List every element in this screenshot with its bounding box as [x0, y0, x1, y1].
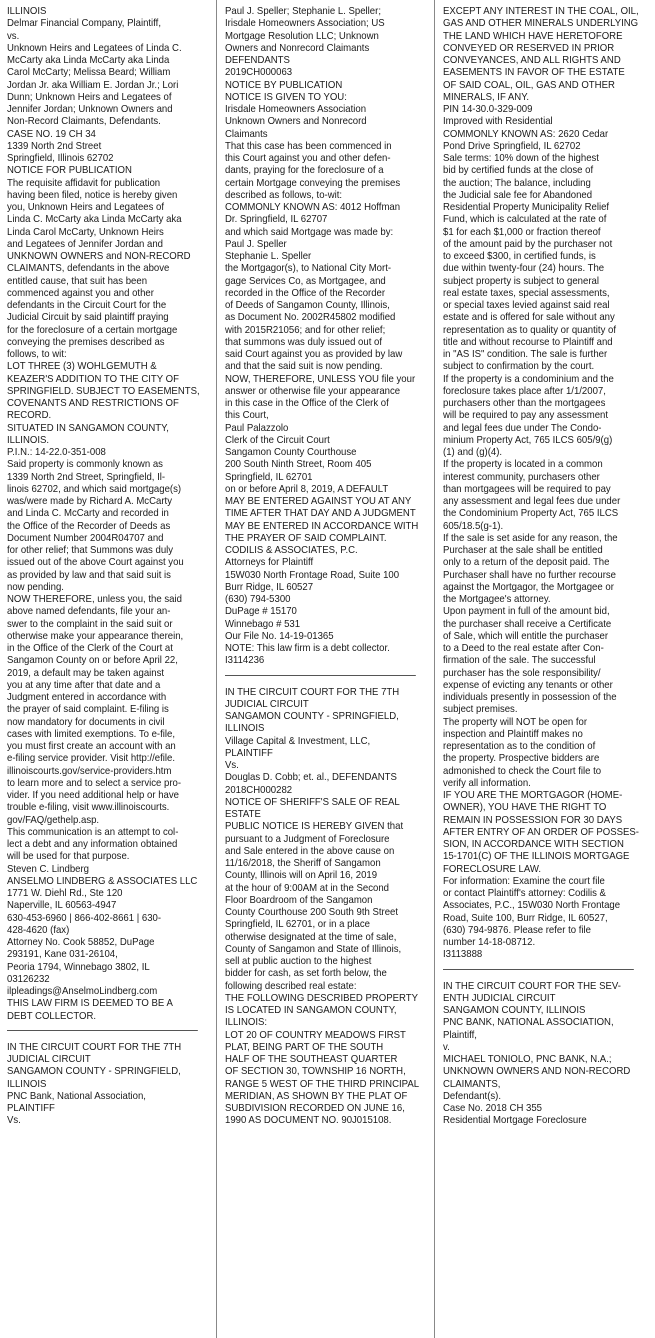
- column-divider: [216, 0, 217, 1338]
- notice-line: the Mortgagee's attorney.: [443, 594, 551, 605]
- notice-line: Dunn; Unknown Heirs and Legatees of: [7, 91, 172, 103]
- notice-line: real estate taxes, special assessments,: [443, 287, 610, 299]
- notice-line: ILLINOIS: [7, 6, 47, 17]
- notice-line: Mortgage Resolution LLC; Unknown: [225, 30, 379, 42]
- notice-line: 11/16/2018, the Sheriff of Sangamon: [225, 858, 381, 869]
- notice-line: NOTICE OF SHERIFF'S SALE OF REAL: [225, 796, 400, 808]
- notice-line: Document Number 2004R04707 and: [7, 532, 164, 544]
- notice-line: ESTATE: [225, 809, 261, 820]
- notice-line: OF SECTION 30, TOWNSHIP 16 NORTH,: [225, 1066, 406, 1078]
- notice-line: IN THE CIRCUIT COURT FOR THE SEV-: [443, 980, 621, 992]
- column-3: [443, 6, 639, 1128]
- notice-line: Road, Suite 100, Burr Ridge, IL 60527,: [443, 912, 608, 924]
- notice-line: Improved with Residential: [443, 116, 553, 128]
- notice-line: Upon payment in full of the amount bid,: [443, 606, 610, 618]
- notice-line: UNKNOWN OWNERS AND NON-RECORD: [443, 1066, 631, 1078]
- notice-line: The requisite affidavit for publication: [7, 177, 161, 189]
- notice-line: any assessment and legal fees due under: [443, 496, 621, 507]
- notice-line: and Sale entered in the above cause on: [225, 845, 395, 857]
- notice-line: said Court against you as provided by law: [225, 349, 403, 360]
- notice-line: NOW THEREFORE, unless you, the said: [7, 594, 182, 605]
- notice-line: CODILIS & ASSOCIATES, P.C.: [225, 545, 358, 556]
- notice-line: TIME AFTER THAT DAY AND A JUDGMENT: [225, 508, 416, 520]
- notice-line: Peoria 1794, Winnebago 3802, IL: [7, 961, 150, 973]
- notice-separator: [225, 675, 416, 676]
- notice-line: you must first create an account with an: [7, 741, 176, 752]
- notice-line: interest community, purchasers other: [443, 471, 600, 483]
- notice-line: Irisdale Homeowners Association; US: [225, 18, 385, 30]
- notice-line: Paul Palazzolo: [225, 422, 289, 434]
- notice-line: due within twenty-four (24) hours. The: [443, 263, 605, 275]
- notice-line: and which said Mortgage was made by:: [225, 226, 394, 238]
- notice-line: NOTICE IS GIVEN TO YOU:: [225, 91, 347, 103]
- notice-line: (630) 794-9876. Please refer to file: [443, 924, 591, 936]
- notice-line: Non-Record Claimants, Defendants.: [7, 116, 161, 128]
- notice-line: that summons was duly issued out of: [225, 336, 383, 348]
- notice-line: defendants in the Circuit Court for the: [7, 300, 167, 311]
- notice-line: FORECLOSURE LAW.: [443, 863, 542, 875]
- notice-line: Dr. Springfield, IL 62707: [225, 214, 328, 226]
- notice-line: illinoiscourts.gov/service-providers.htm: [7, 765, 172, 777]
- notice-line: you, Unknown Heirs and Legatees of: [7, 202, 165, 213]
- notice-line: PNC Bank, National Association,: [7, 1090, 146, 1102]
- notice-line: COMMONLY KNOWN AS: 4012 Hoffman: [225, 202, 401, 213]
- notice-line: (1) and (g)(4).: [443, 447, 503, 458]
- notice-line: Case No. 2018 CH 355: [443, 1103, 543, 1114]
- notice-line: DuPage # 15170: [225, 606, 297, 618]
- notice-line: JUDICIAL CIRCUIT: [225, 698, 309, 710]
- notice-line: and Legatees of Jennifer Jordan and: [7, 238, 164, 250]
- notice-line: $1 for each $1,000 or fraction thereof: [443, 226, 601, 238]
- notice-line: Floor Boardroom of the Sangamon: [225, 894, 373, 906]
- notice-line: IN THE CIRCUIT COURT FOR THE 7TH: [225, 686, 400, 698]
- notice-line: EASEMENTS IN FAVOR OF THE ESTATE: [443, 67, 625, 79]
- notice-line: 630-453-6960 | 866-402-8661 | 630-: [7, 912, 162, 924]
- notice-line: with 2015R21056; and for other relief;: [225, 324, 386, 336]
- notice-line: or contact Plaintiff's attorney: Codilis &: [443, 888, 606, 899]
- notice-line: ILLINOIS:: [225, 1017, 268, 1029]
- notice-line: CONVEYED OR RESERVED IN PRIOR: [443, 42, 615, 54]
- notice-line: Residential Mortgage Foreclosure: [443, 1115, 587, 1127]
- notice-line: SUBDIVISION RECORDED ON JUNE 16,: [225, 1103, 405, 1114]
- notice-line: verify all information.: [443, 777, 531, 789]
- notice-line: Jennifer Jordan; Unknown Owners and: [7, 104, 173, 115]
- notice-line: DEFENDANTS: [225, 55, 290, 66]
- notice-line: Vs.: [7, 1115, 21, 1127]
- notice-line: Village Capital & Investment, LLC,: [225, 735, 371, 747]
- notice-line: Unknown Owners and Nonrecord: [225, 116, 367, 128]
- notice-line: cases with limited exemptions. To e-file,: [7, 728, 176, 740]
- notice-line: Linda Carol McCarty, Unknown Heirs: [7, 226, 164, 238]
- notice-line: 2019, a default may be taken against: [7, 667, 165, 679]
- notice-line: Sangamon County on or before April 22,: [7, 655, 178, 667]
- notice-line: Purchaser at the sale shall be entitled: [443, 545, 603, 556]
- notice-line: v.: [443, 1041, 450, 1053]
- notice-line: 1339 North 2nd Street: [7, 140, 102, 152]
- notice-line: GAS AND OTHER MINERALS UNDERLYING: [443, 18, 639, 30]
- notice-line: Carol McCarty; Melissa Beard; William: [7, 67, 171, 79]
- notice-line: pursuant to a Judgment of Foreclosure: [225, 833, 390, 845]
- notice-line: IN THE CIRCUIT COURT FOR THE 7TH: [7, 1041, 182, 1053]
- legal-notice: [443, 981, 634, 1128]
- notice-line: linois 62702, and which said mortgage(s): [7, 483, 182, 495]
- notice-line: (630) 794-5300: [225, 594, 291, 605]
- notice-line: lect a debt and any information obtained: [7, 839, 178, 850]
- notice-line: and legal fees due under The Condo-: [443, 422, 602, 434]
- legal-notice: [443, 6, 639, 962]
- notice-line: to learn more and to select a service pro-: [7, 777, 182, 789]
- notice-line: If the sale is set aside for any reason, the: [443, 532, 618, 544]
- notice-line: I3114236: [225, 655, 265, 667]
- notice-line: and that the said suit is now pending.: [225, 361, 383, 373]
- notice-line: LOT THREE (3) WOHLGEMUTH &: [7, 361, 157, 373]
- notice-line: If the property is located in a common: [443, 459, 603, 471]
- notice-line: THE PRAYER OF SAID COMPLAINT.: [225, 532, 387, 544]
- notice-line: issued out of the above Court against you: [7, 557, 184, 569]
- notice-line: THIS LAW FIRM IS DEEMED TO BE A: [7, 998, 173, 1010]
- notice-line: That this case has been commenced in: [225, 140, 392, 152]
- notice-line: above named defendants, file your an-: [7, 606, 171, 618]
- notice-line: title and without recourse to Plaintiff and: [443, 336, 613, 348]
- notice-line: CLAIMANTS, defendants in the above: [7, 263, 170, 275]
- notice-line: Linda C. McCarty aka Linda McCarty aka: [7, 214, 182, 226]
- notice-line: certain Mortgage conveying the premises: [225, 177, 401, 189]
- notice-line: MINERALS, IF ANY.: [443, 91, 530, 103]
- column-1: [7, 6, 198, 1128]
- notice-line: in the Office of the Clerk of the Court at: [7, 643, 173, 654]
- notice-line: RANGE 5 WEST OF THE THIRD PRINCIPAL: [225, 1078, 420, 1090]
- notice-line: e-filing service provider. Visit http://efile.: [7, 753, 176, 765]
- notice-line: For information: Examine the court file: [443, 875, 605, 887]
- notice-line: answer or otherwise file your appearance: [225, 385, 401, 397]
- notice-line: This communication is an attempt to col-: [7, 826, 179, 838]
- notice-line: Residential Property Municipality Relief: [443, 202, 610, 213]
- notice-line: Our File No. 14-19-01365: [225, 630, 334, 642]
- notice-line: 2018CH000282: [225, 784, 293, 796]
- notice-separator: [7, 1030, 198, 1031]
- notice-line: than mortgagees will be required to pay: [443, 483, 611, 495]
- notice-line: THE FOLLOWING DESCRIBED PROPERTY: [225, 992, 418, 1004]
- notice-line: Unknown Heirs and Legatees of Linda C.: [7, 42, 182, 54]
- notice-line: sell at public auction to the highest: [225, 956, 372, 967]
- notice-line: inspection and Plaintiff makes no: [443, 728, 583, 740]
- column-divider: [434, 0, 435, 1338]
- notice-line: UNKNOWN OWNERS and NON-RECORD: [7, 251, 191, 262]
- notice-line: and Linda C. McCarty and recorded in: [7, 508, 169, 520]
- notice-line: Defendant(s).: [443, 1090, 502, 1102]
- notice-line: Attorneys for Plaintiff: [225, 557, 314, 569]
- notice-line: Owners and Nonrecord Claimants: [225, 42, 370, 54]
- notice-line: CLAIMANTS,: [443, 1078, 501, 1090]
- notice-line: follows, to wit:: [7, 349, 67, 360]
- notice-line: for the foreclosure of a certain mortgage: [7, 324, 178, 336]
- notice-line: Attorney No. Cook 58852, DuPage: [7, 937, 155, 948]
- notice-line: I3113888: [443, 949, 483, 961]
- notice-line: 15-1701(C) OF THE ILLINOIS MORTGAGE: [443, 851, 630, 863]
- notice-line: PUBLIC NOTICE IS HEREBY GIVEN that: [225, 821, 404, 833]
- legal-notice: [7, 6, 198, 1023]
- notice-line: having been filed, notice is hereby given: [7, 189, 178, 201]
- notice-line: admonished to check the Court file to: [443, 765, 602, 777]
- notice-line: gov/FAQ/gethelp.asp.: [7, 814, 100, 826]
- notice-line: recorded in the Office of the Recorder: [225, 287, 386, 299]
- notice-line: Sangamon County Courthouse: [225, 447, 357, 458]
- notice-line: expense of evicting any tenants or other: [443, 679, 613, 691]
- notice-line: 605/18.5(g-1).: [443, 520, 504, 532]
- notice-line: Delmar Financial Company, Plaintiff,: [7, 18, 161, 30]
- notice-line: P.I.N.: 14-22.0-351-008: [7, 447, 106, 458]
- notice-line: individuals presently in possession of the: [443, 692, 617, 703]
- notice-line: IS LOCATED IN SANGAMON COUNTY,: [225, 1005, 397, 1016]
- notice-line: 200 South Ninth Street, Room 405: [225, 459, 372, 471]
- notice-line: ILLINOIS: [7, 1078, 47, 1090]
- notice-line: Douglas D. Cobb; et. al., DEFENDANTS: [225, 772, 397, 784]
- notice-line: SPRINGFIELD. SUBJECT TO EASEMENTS,: [7, 385, 200, 397]
- notice-line: SANGAMON COUNTY, ILLINOIS: [443, 1005, 586, 1016]
- column-2: [225, 6, 420, 1128]
- notice-line: Burr Ridge, IL 60527: [225, 581, 314, 593]
- notice-line: Claimants: [225, 128, 268, 140]
- notice-line: PIN 14-30.0-329-009: [443, 104, 533, 115]
- notice-line: purchaser has the sole responsibility/: [443, 667, 601, 679]
- notice-line: Associates, P.C., 15W030 North Frontage: [443, 900, 621, 912]
- notice-line: Fund, which is calculated at the rate of: [443, 214, 607, 226]
- notice-line: Said property is commonly known as: [7, 459, 163, 471]
- notice-line: subject premises.: [443, 704, 518, 716]
- notice-line: PNC BANK, NATIONAL ASSOCIATION,: [443, 1017, 614, 1029]
- notice-line: ILLINOIS: [225, 723, 265, 735]
- notice-line: this Court against you and other defen-: [225, 153, 391, 164]
- notice-line: IF YOU ARE THE MORTGAGOR (HOME-: [443, 790, 623, 801]
- notice-line: the Condominium Property Act, 765 ILCS: [443, 508, 619, 520]
- notice-line: for other relief; that Summons was duly: [7, 545, 174, 556]
- notice-line: subject property is subject to general: [443, 275, 599, 287]
- notice-line: McCarty aka Linda McCarty aka Linda: [7, 55, 170, 66]
- notice-line: ilpleadings@AnselmoLindberg.com: [7, 986, 158, 997]
- notice-line: KEAZER'S ADDITION TO THE CITY OF: [7, 373, 179, 385]
- notice-line: otherwise designated at the time of sale,: [225, 931, 397, 943]
- notice-line: MERIDIAN, AS SHOWN BY THE PLAT OF: [225, 1090, 408, 1102]
- notice-line: Winnebago # 531: [225, 618, 301, 630]
- notice-line: subject to confirmation by the court.: [443, 361, 595, 373]
- legal-notice: [7, 1042, 198, 1128]
- notice-line: bidder for cash, as set forth below, the: [225, 968, 387, 980]
- notice-line: the Mortgagor(s), to National City Mort-: [225, 263, 392, 275]
- notice-line: CASE NO. 19 CH 34: [7, 128, 96, 140]
- notice-line: Stephanie L. Speller: [225, 251, 312, 262]
- notice-line: 1339 North 2nd Street, Springfield, Il-: [7, 471, 166, 483]
- notice-line: ILLINOIS.: [7, 434, 50, 446]
- notice-line: County Courthouse 200 South 9th Street: [225, 907, 399, 918]
- notice-line: the property. Prospective bidders are: [443, 753, 600, 765]
- notice-line: number 14-18-08712.: [443, 937, 536, 948]
- notice-line: County of Sangamon and State of Illinois,: [225, 943, 402, 955]
- notice-line: AFTER ENTRY OF AN ORDER OF POSSES-: [443, 826, 639, 838]
- notice-line: Springfield, IL 62701, or in a place: [225, 919, 370, 931]
- notice-line: 428-4620 (fax): [7, 924, 70, 936]
- notice-line: ANSELMO LINDBERG & ASSOCIATES LLC: [7, 875, 198, 887]
- notice-line: JUDICIAL CIRCUIT: [7, 1054, 91, 1065]
- notice-line: OF SAID COAL, OIL, GAS AND OTHER: [443, 79, 615, 91]
- notice-line: COVENANTS AND RESTRICTIONS OF: [7, 398, 179, 409]
- notice-line: representation as to quality or quantity of: [443, 324, 617, 336]
- notice-line: was/were made by Richard A. McCarty: [7, 496, 172, 507]
- notice-line: ENTH JUDICIAL CIRCUIT: [443, 992, 556, 1004]
- notice-line: vs.: [7, 30, 20, 42]
- notice-line: PLAT, BEING PART OF THE SOUTH: [225, 1041, 384, 1053]
- notice-line: REMAIN IN POSSESSION FOR 30 DAYS: [443, 814, 623, 826]
- notice-line: PLAINTIFF: [7, 1103, 55, 1114]
- notice-line: If the property is a condominium and the: [443, 373, 614, 385]
- notice-line: MAY BE ENTERED AGAINST YOU AT ANY: [225, 496, 412, 507]
- notice-line: this Court,: [225, 410, 269, 422]
- notice-line: commenced against you and other: [7, 287, 154, 299]
- notice-line: bid by certified funds at the close of: [443, 165, 594, 177]
- notice-line: CONVEYANCES, AND ALL RIGHTS AND: [443, 55, 621, 66]
- notice-line: THE LAND WHICH HAVE HERETOFORE: [443, 30, 623, 42]
- notice-line: to exceed $300, in certified funds, is: [443, 251, 596, 262]
- notice-line: of Sale, which will entitle the purchaser: [443, 630, 609, 642]
- notice-line: entitled cause, that suit has been: [7, 275, 148, 287]
- notice-line: 2019CH000063: [225, 67, 293, 79]
- notice-line: LOT 20 OF COUNTRY MEADOWS FIRST: [225, 1029, 406, 1041]
- notice-line: will be required to pay any assessment: [443, 410, 609, 422]
- notice-line: Jordan Jr. aka William E. Jordan Jr.; Lori: [7, 79, 179, 91]
- notice-line: will be used for that purpose.: [7, 851, 130, 863]
- notice-line: Sale terms: 10% down of the highest: [443, 153, 599, 164]
- notice-line: Judgment entered in accordance with: [7, 692, 167, 703]
- notice-line: as provided by law and that said suit is: [7, 569, 171, 581]
- notice-line: foreclosure takes place after 1/1/2007,: [443, 385, 606, 397]
- notice-line: Naperville, IL 60563-4947: [7, 900, 117, 912]
- notice-separator: [443, 969, 634, 970]
- notice-line: of the amount paid by the purchaser not: [443, 238, 613, 250]
- notice-line: trouble e-filing, visit www.illinoiscourts.: [7, 802, 170, 814]
- notice-line: or special taxes levied against said real: [443, 300, 610, 311]
- notice-line: minium Property Act, 765 ILCS 605/9(g): [443, 434, 613, 446]
- notice-line: to a Deed to the real estate after Con-: [443, 643, 604, 654]
- notice-line: PLAINTIFF: [225, 747, 273, 759]
- notice-line: the auction; The balance, including: [443, 177, 591, 189]
- legal-notice: [225, 686, 420, 1128]
- notice-line: conveying the premises described as: [7, 336, 165, 348]
- notice-line: OWNER), YOU HAVE THE RIGHT TO: [443, 802, 607, 814]
- notice-line: Pond Drive Springfield, IL 62702: [443, 140, 581, 152]
- notice-line: swer to the complaint in the said suit or: [7, 618, 173, 630]
- notice-line: on or before April 8, 2019, A DEFAULT: [225, 483, 389, 495]
- notice-line: in "AS IS" condition. The sale is further: [443, 349, 608, 360]
- notice-line: you at any time after that date and a: [7, 679, 161, 691]
- notice-line: Springfield, Illinois 62702: [7, 153, 114, 164]
- notice-line: EXCEPT ANY INTEREST IN THE COAL, OIL,: [443, 6, 639, 17]
- notice-line: SITUATED IN SANGAMON COUNTY,: [7, 422, 169, 434]
- notice-line: dants, praying for the foreclosure of a: [225, 165, 384, 177]
- notice-line: NOTE: This law firm is a debt collector.: [225, 643, 390, 654]
- notice-line: the Judicial sale fee for Abandoned: [443, 189, 593, 201]
- notice-line: NOTICE BY PUBLICATION: [225, 79, 343, 91]
- notice-line: of Deeds of Sangamon County, Illinois,: [225, 300, 390, 311]
- notice-line: Judicial Circuit by said plaintiff praying: [7, 312, 169, 324]
- notice-line: vider. If you need additional help or have: [7, 790, 179, 801]
- notice-line: the purchaser shall receive a Certificate: [443, 618, 612, 630]
- notice-line: estate and is offered for sale without any: [443, 312, 615, 324]
- notice-line: MAY BE ENTERED IN ACCORDANCE WITH: [225, 520, 419, 532]
- notice-line: NOW, THEREFORE, UNLESS YOU file your: [225, 373, 416, 385]
- notice-line: the Office of the Recorder of Deeds as: [7, 520, 171, 532]
- notice-line: SION, IN ACCORDANCE WITH SECTION: [443, 839, 624, 850]
- notice-line: MICHAEL TONIOLO, PNC BANK, N.A.;: [443, 1054, 612, 1065]
- notice-line: SANGAMON COUNTY - SPRINGFIELD,: [7, 1066, 181, 1078]
- notice-line: gage Services Co, as Mortgagee, and: [225, 275, 386, 287]
- notice-line: firmation of the sale. The successful: [443, 655, 596, 667]
- notice-line: Clerk of the Circuit Court: [225, 434, 330, 446]
- notice-line: now mandatory for documents in civil: [7, 716, 165, 728]
- notice-line: Irisdale Homeowners Association: [225, 104, 367, 115]
- notice-line: 293191, Kane 031-26104,: [7, 949, 118, 961]
- notice-line: Paul J. Speller; Stephanie L. Speller;: [225, 6, 381, 17]
- notice-line: Steven C. Lindberg: [7, 863, 89, 875]
- notice-line: only to a return of the deposit paid. The: [443, 557, 610, 569]
- notice-line: DEBT COLLECTOR.: [7, 1010, 97, 1022]
- notice-line: 1990 AS DOCUMENT NO. 90J015108.: [225, 1115, 392, 1127]
- notice-line: otherwise make your appearance therein,: [7, 630, 184, 642]
- notice-line: The property will NOT be open for: [443, 716, 588, 728]
- notice-line: County, Illinois will on April 16, 2019: [225, 870, 378, 882]
- notice-line: 15W030 North Frontage Road, Suite 100: [225, 569, 400, 581]
- notice-line: against the Mortgagor, the Mortgagee or: [443, 581, 614, 593]
- notice-line: following described real estate:: [225, 980, 357, 992]
- notice-line: purchasers other than the mortgagees: [443, 398, 606, 409]
- notice-line: Purchaser shall have no further recourse: [443, 569, 617, 581]
- notice-line: now pending.: [7, 581, 64, 593]
- notice-line: Springfield, IL 62701: [225, 471, 313, 483]
- notice-line: 1771 W. Diehl Rd., Ste 120: [7, 888, 123, 899]
- notice-line: 03126232: [7, 973, 50, 985]
- notice-line: HALF OF THE SOUTHEAST QUARTER: [225, 1054, 398, 1065]
- legal-notice: [225, 6, 419, 668]
- notice-line: Plaintiff,: [443, 1029, 477, 1041]
- notice-line: SANGAMON COUNTY - SPRINGFIELD,: [225, 711, 399, 722]
- notice-line: as Document No. 2002R45802 modified: [225, 312, 396, 324]
- notice-line: in this case in the Office of the Clerk of: [225, 398, 389, 409]
- notice-line: the prayer of said complaint. E-filing is: [7, 704, 169, 716]
- notice-line: Paul J. Speller: [225, 238, 287, 250]
- notice-line: representation as to the condition of: [443, 741, 596, 752]
- notice-line: Vs.: [225, 760, 239, 771]
- notice-line: NOTICE FOR PUBLICATION: [7, 165, 132, 177]
- notice-line: COMMONLY KNOWN AS: 2620 Cedar: [443, 128, 609, 140]
- notice-line: at the hour of 9:00AM at in the Second: [225, 882, 389, 894]
- notice-line: described as follows, to-wit:: [225, 189, 343, 201]
- notice-line: RECORD.: [7, 410, 52, 422]
